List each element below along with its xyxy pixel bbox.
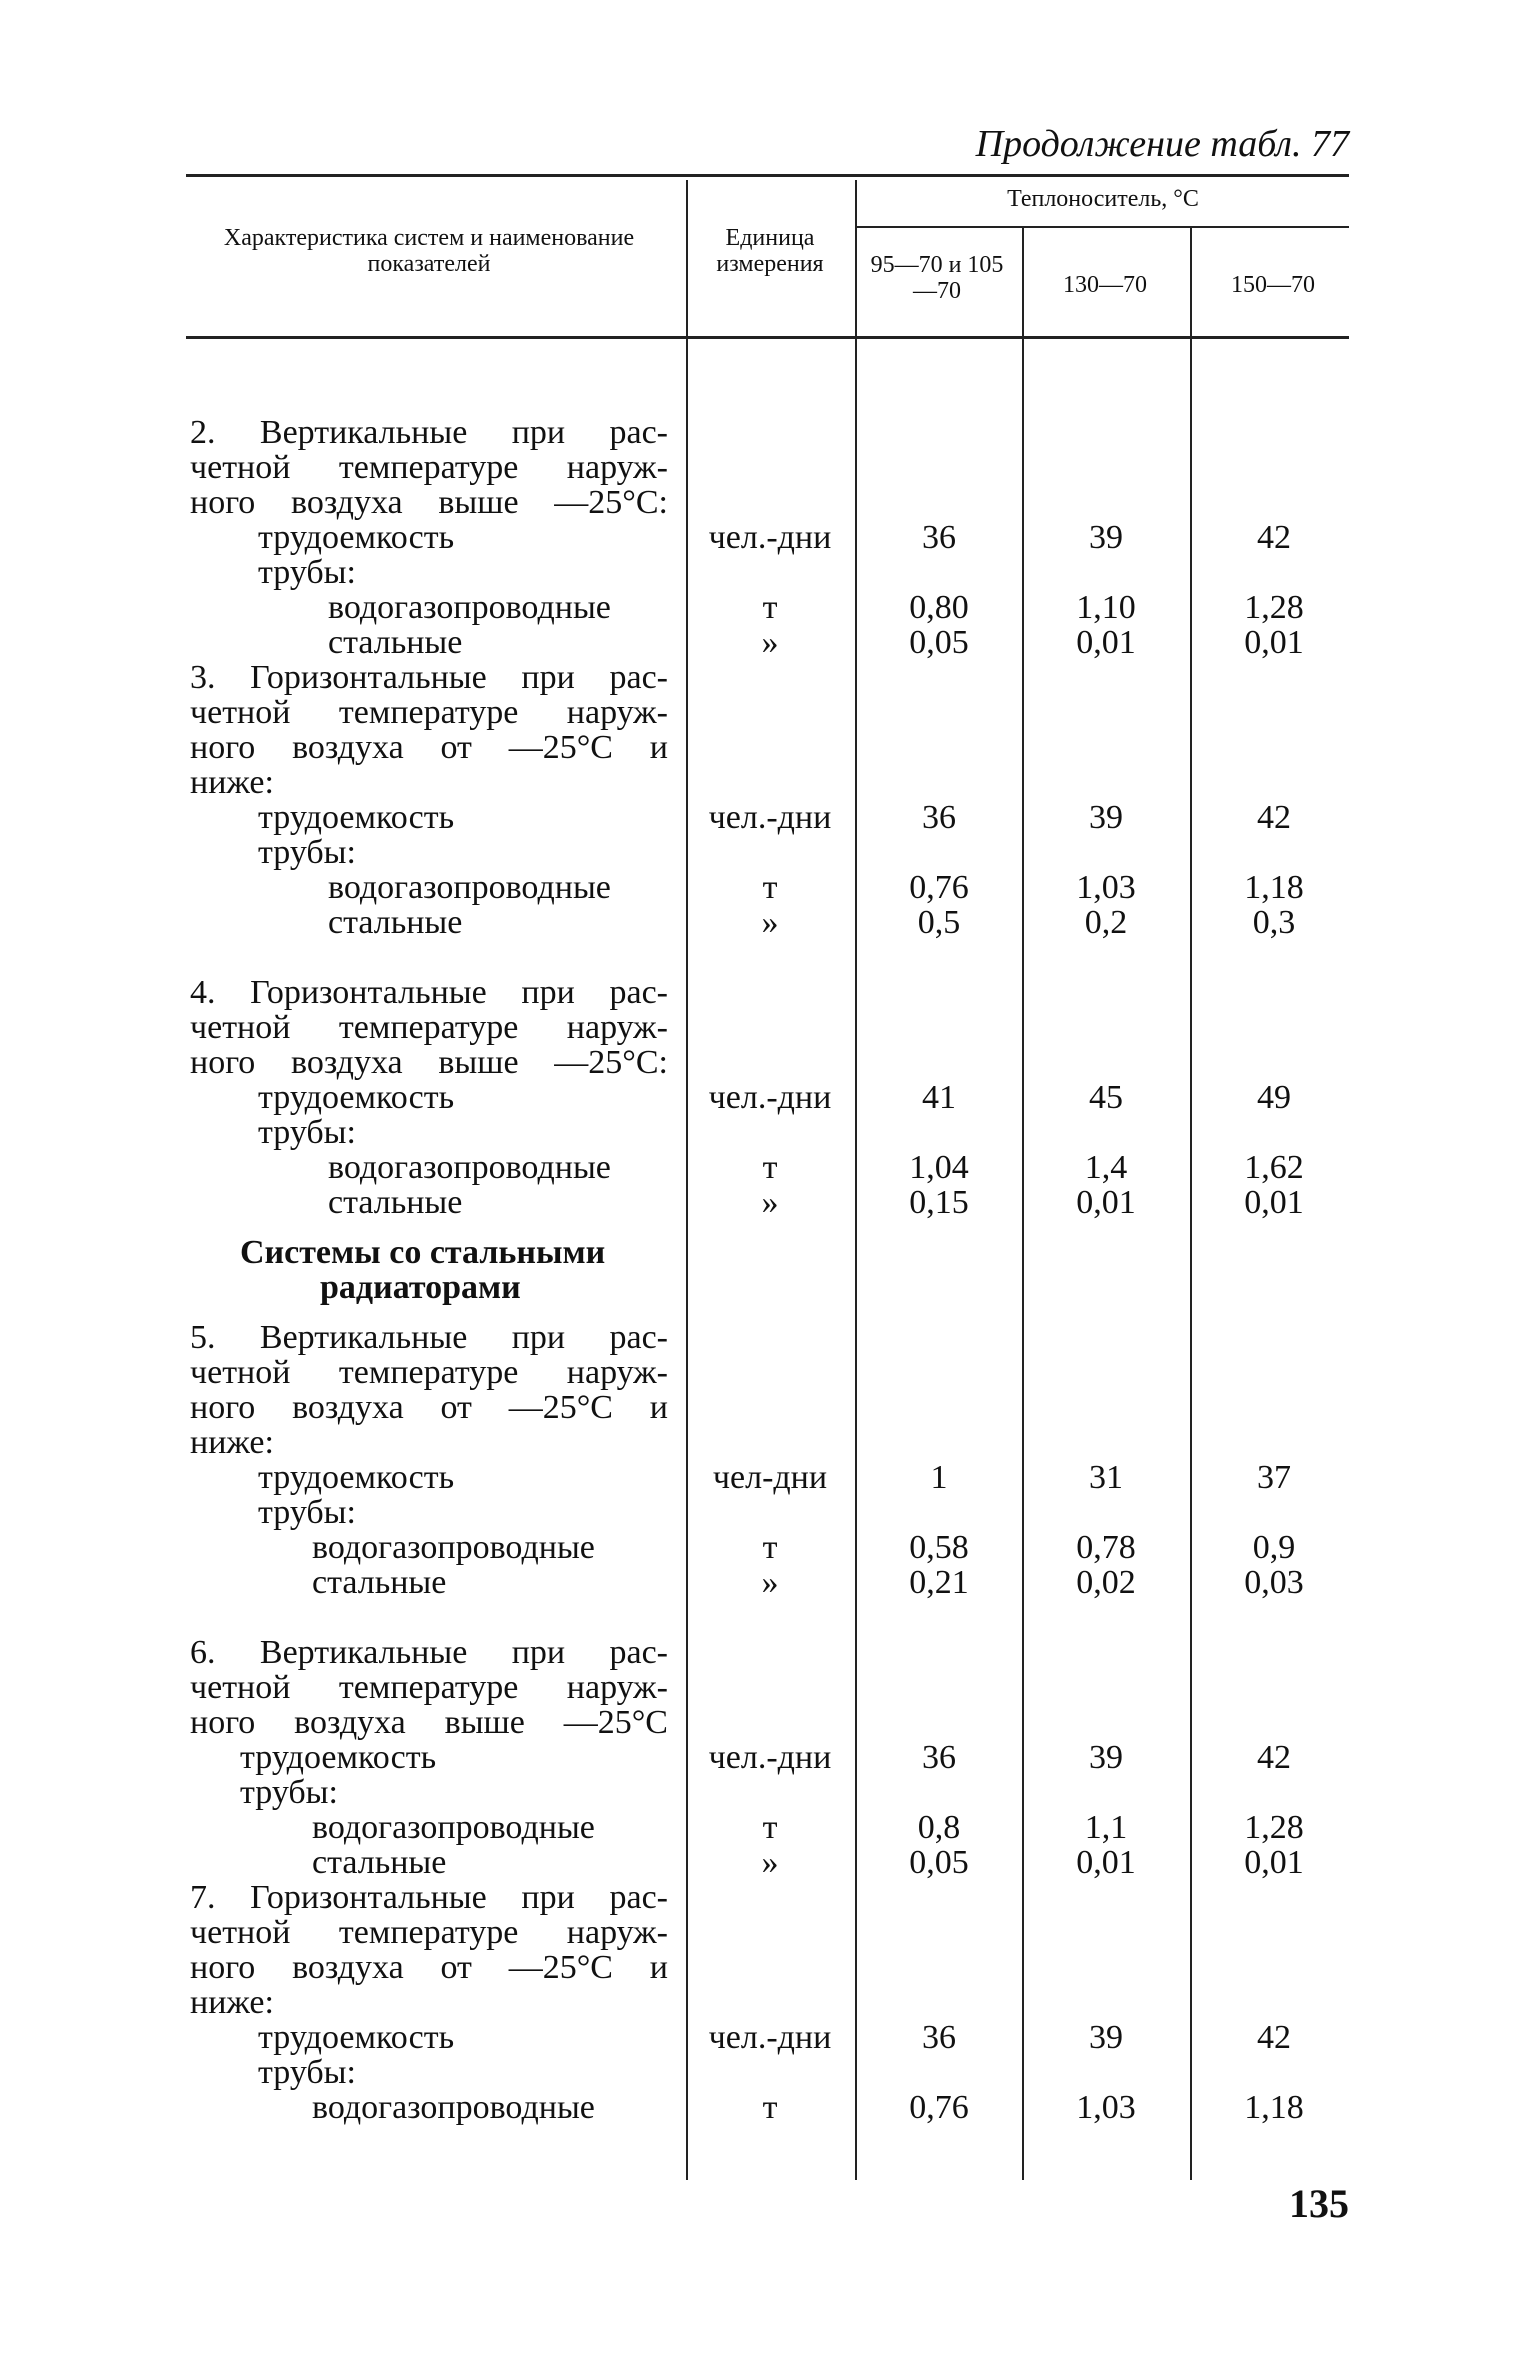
value-130-70: 0,78: [1076, 1529, 1136, 1566]
row-label: 5. Вертикальные при рас-: [190, 1319, 668, 1356]
unit-cell: чел.-дни: [708, 519, 832, 556]
row-label: радиаторами: [320, 1269, 521, 1306]
row-label: четной температуре наруж-: [190, 1914, 668, 1951]
group-rule: [855, 226, 1349, 228]
row-label: трудоемкость: [258, 2019, 455, 2056]
unit-cell: »: [761, 1184, 779, 1221]
value-150-70: 42: [1257, 1739, 1291, 1776]
value-95-70: 36: [922, 2019, 956, 2056]
value-130-70: 39: [1089, 1739, 1123, 1776]
row-label: трубы:: [258, 834, 356, 871]
value-95-70: 0,05: [909, 1844, 969, 1881]
row-label: ного воздуха выше —25°С: [190, 1704, 668, 1741]
value-95-70: 36: [922, 519, 956, 556]
header-unit: Единица измерения: [716, 225, 824, 277]
value-150-70: 37: [1257, 1459, 1291, 1496]
row-label: ного воздуха от —25°С и: [190, 729, 668, 766]
row-label: 4. Горизонтальные при рас-: [190, 974, 668, 1011]
row-label: стальные: [328, 1184, 463, 1221]
value-130-70: 39: [1089, 2019, 1123, 2056]
unit-cell: чел.-дни: [708, 1079, 832, 1116]
value-150-70: 0,01: [1244, 1844, 1304, 1881]
row-label: четной температуре наруж-: [190, 1009, 668, 1046]
row-label: водогазопроводные: [328, 869, 611, 906]
unit-cell: т: [762, 1809, 778, 1846]
value-95-70: 36: [922, 799, 956, 836]
value-150-70: 42: [1257, 2019, 1291, 2056]
value-130-70: 1,1: [1084, 1809, 1128, 1846]
row-label: трубы:: [240, 1774, 338, 1811]
row-label: стальные: [312, 1564, 447, 1601]
unit-cell: т: [762, 869, 778, 906]
row-label: трубы:: [258, 2054, 356, 2091]
value-150-70: 42: [1257, 519, 1291, 556]
value-130-70: 1,4: [1084, 1149, 1128, 1186]
col-divider-3: [1022, 228, 1024, 2180]
header-temp-3: 150—70: [1231, 272, 1315, 298]
value-150-70: 0,9: [1252, 1529, 1296, 1566]
row-label: трубы:: [258, 1114, 356, 1151]
row-label: четной температуре наруж-: [190, 449, 668, 486]
col-divider-2: [855, 180, 857, 2180]
value-130-70: 1,03: [1076, 869, 1136, 906]
row-label: четной температуре наруж-: [190, 694, 668, 731]
value-95-70: 1,04: [909, 1149, 969, 1186]
row-label: ниже:: [190, 1424, 274, 1461]
col-divider-1: [686, 180, 688, 2180]
value-95-70: 0,76: [909, 2089, 969, 2126]
row-label: трудоемкость: [258, 519, 455, 556]
value-95-70: 0,5: [917, 904, 961, 941]
row-label: водогазопроводные: [328, 1149, 611, 1186]
unit-cell: т: [762, 1149, 778, 1186]
unit-cell: чел-дни: [712, 1459, 828, 1496]
unit-cell: т: [762, 2089, 778, 2126]
unit-cell: т: [762, 589, 778, 626]
value-95-70: 0,05: [909, 624, 969, 661]
value-130-70: 1,03: [1076, 2089, 1136, 2126]
row-label: водогазопроводные: [328, 589, 611, 626]
row-label: Системы со стальными: [240, 1234, 606, 1271]
value-130-70: 0,01: [1076, 1844, 1136, 1881]
unit-cell: чел.-дни: [708, 2019, 832, 2056]
row-label: 2. Вертикальные при рас-: [190, 414, 668, 451]
row-label: ного воздуха от —25°С и: [190, 1389, 668, 1426]
value-130-70: 1,10: [1076, 589, 1136, 626]
value-95-70: 0,58: [909, 1529, 969, 1566]
row-label: водогазопроводные: [312, 2089, 595, 2126]
value-95-70: 0,21: [909, 1564, 969, 1601]
value-95-70: 36: [922, 1739, 956, 1776]
value-150-70: 0,03: [1244, 1564, 1304, 1601]
value-95-70: 0,15: [909, 1184, 969, 1221]
unit-cell: »: [761, 904, 779, 941]
row-label: ниже:: [190, 764, 274, 801]
value-95-70: 1: [930, 1459, 948, 1496]
row-label: ниже:: [190, 1984, 274, 2021]
row-label: четной температуре наруж-: [190, 1354, 668, 1391]
row-label: водогазопроводные: [312, 1809, 595, 1846]
row-label: стальные: [328, 624, 463, 661]
row-label: 3. Горизонтальные при рас-: [190, 659, 668, 696]
value-150-70: 49: [1257, 1079, 1291, 1116]
row-label: 6. Вертикальные при рас-: [190, 1634, 668, 1671]
value-150-70: 1,18: [1244, 2089, 1304, 2126]
header-bottom-rule: [186, 336, 1349, 339]
value-150-70: 1,28: [1244, 589, 1304, 626]
row-label: ного воздуха выше —25°С:: [190, 484, 668, 521]
row-label: ного воздуха от —25°С и: [190, 1949, 668, 1986]
value-150-70: 0,01: [1244, 1184, 1304, 1221]
row-label: трубы:: [258, 554, 356, 591]
header-coolant: Теплоноситель, °С: [1007, 186, 1199, 212]
value-150-70: 42: [1257, 799, 1291, 836]
col-divider-4: [1190, 228, 1192, 2180]
value-95-70: 0,8: [917, 1809, 961, 1846]
header-temp-2: 130—70: [1063, 272, 1147, 298]
value-130-70: 31: [1089, 1459, 1123, 1496]
row-label: трудоемкость: [258, 799, 455, 836]
row-label: трудоемкость: [240, 1739, 437, 1776]
row-label: трудоемкость: [258, 1079, 455, 1116]
row-label: водогазопроводные: [312, 1529, 595, 1566]
page-number: 135: [1289, 2181, 1349, 2226]
header-temp-1: 95—70 и 105—70: [870, 252, 1004, 304]
value-95-70: 41: [922, 1079, 956, 1116]
value-130-70: 39: [1089, 799, 1123, 836]
value-95-70: 0,76: [909, 869, 969, 906]
value-95-70: 0,80: [909, 589, 969, 626]
value-130-70: 39: [1089, 519, 1123, 556]
row-label: ного воздуха выше —25°С:: [190, 1044, 668, 1081]
header-characteristic: Характеристика систем и наименование показателей: [223, 225, 635, 277]
value-130-70: 0,02: [1076, 1564, 1136, 1601]
value-150-70: 1,28: [1244, 1809, 1304, 1846]
value-150-70: 0,3: [1252, 904, 1296, 941]
row-label: трудоемкость: [258, 1459, 455, 1496]
row-label: стальные: [312, 1844, 447, 1881]
row-label: трубы:: [258, 1494, 356, 1531]
unit-cell: чел.-дни: [708, 1739, 832, 1776]
unit-cell: »: [761, 624, 779, 661]
row-label: четной температуре наруж-: [190, 1669, 668, 1706]
value-130-70: 0,01: [1076, 624, 1136, 661]
row-label: 7. Горизонтальные при рас-: [190, 1879, 668, 1916]
unit-cell: »: [761, 1564, 779, 1601]
unit-cell: т: [762, 1529, 778, 1566]
value-150-70: 1,18: [1244, 869, 1304, 906]
value-130-70: 0,01: [1076, 1184, 1136, 1221]
top-rule: [186, 174, 1349, 177]
unit-cell: »: [761, 1844, 779, 1881]
unit-cell: чел.-дни: [708, 799, 832, 836]
value-150-70: 0,01: [1244, 624, 1304, 661]
value-130-70: 0,2: [1084, 904, 1128, 941]
value-150-70: 1,62: [1244, 1149, 1304, 1186]
row-label: стальные: [328, 904, 463, 941]
table-caption: Продолжение табл. 77: [975, 123, 1349, 165]
value-130-70: 45: [1089, 1079, 1123, 1116]
